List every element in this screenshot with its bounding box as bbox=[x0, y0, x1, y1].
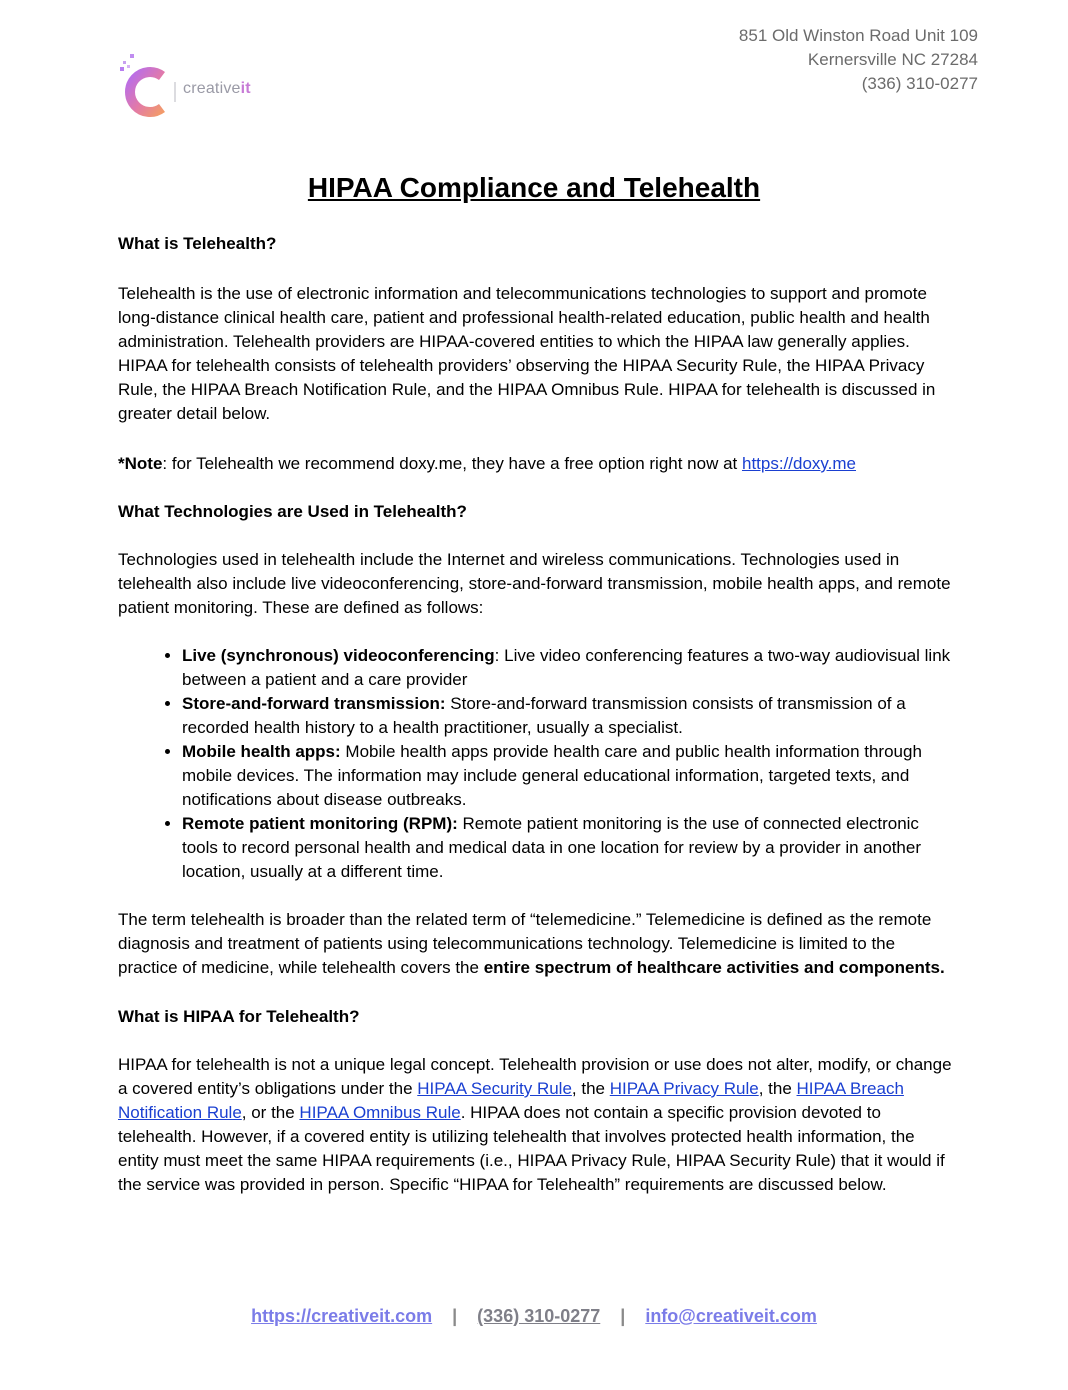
note-paragraph bbox=[118, 452, 958, 476]
address-line2: Kernersville NC 27284 bbox=[807, 50, 978, 69]
technologies-list bbox=[118, 644, 958, 884]
paragraph-text: , the bbox=[758, 1079, 797, 1098]
list-item-text: Live video conferencing features a two-way audiovisual link between a patient and a care provider bbox=[182, 646, 951, 689]
list-item-term: Live (synchronous) videoconferencing bbox=[182, 646, 495, 665]
doxy-link[interactable]: https://doxy.me bbox=[741, 454, 856, 473]
section-heading-hipaa-telehealth: What is HIPAA for Telehealth? bbox=[118, 1007, 360, 1026]
telehealth-paragraph: Telehealth is the use of electronic information and telecommunications technologies to support and promote long-distance clinical health care, patient and professional health-related education, public health and health administration. Telehealth providers are HIPAA-covered entities to which the HIPAA law generally applies. HIPAA for telehealth consists of telehealth providers’ observing the HIPAA Security Rule, the HIPAA Privacy Rule, the HIPAA Breach Notification Rule, and the HIPAA Omnibus Rule. HIPAA for telehealth is discussed in greater detail below. bbox=[118, 284, 936, 423]
logo-text-bold: it bbox=[240, 80, 251, 97]
list-item-term: Remote patient monitoring (RPM): bbox=[182, 814, 458, 833]
address-line1: 851 Old Winston Road Unit 109 bbox=[738, 26, 978, 45]
list-item bbox=[182, 692, 958, 740]
logo-text-plain: creative bbox=[183, 80, 241, 97]
list-item-text: Remote patient monitoring is the use of connected electronic tools to record personal health and medical data in one location for review by a provider in another location, usually at a different time. bbox=[182, 814, 921, 881]
list-item-term: Store-and-forward transmission: bbox=[182, 694, 446, 713]
section-heading-telehealth: What is Telehealth? bbox=[118, 234, 277, 253]
footer-separator: | bbox=[620, 1306, 626, 1326]
document-body bbox=[118, 232, 958, 1197]
list-item bbox=[182, 812, 958, 884]
footer-website-link[interactable]: https://creativeit.com bbox=[251, 1306, 433, 1326]
list-item-separator: : bbox=[494, 646, 505, 665]
logo-wordmark bbox=[183, 80, 251, 98]
list-item bbox=[182, 740, 958, 812]
section-heading-technologies: What Technologies are Used in Telehealth? bbox=[118, 502, 467, 521]
company-address bbox=[739, 24, 978, 96]
hipaa-omnibus-rule-link[interactable]: HIPAA Omnibus Rule bbox=[299, 1103, 461, 1122]
paragraph-text: . HIPAA does not contain a specific provision devoted to telehealth. However, if a covered entity is utilizing telehealth that involves protected health information, the entity must meet the same HIPAA requirements (i.e., HIPAA Privacy Rule, HIPAA Security Rule) that it would if the service was provided in person. Specific “HIPAA for Telehealth” requirements are discussed below. bbox=[118, 1103, 945, 1194]
header-phone: (336) 310-0277 bbox=[861, 74, 978, 93]
footer-email-link[interactable]: info@creativeit.com bbox=[645, 1306, 817, 1326]
hipaa-security-rule-link[interactable]: HIPAA Security Rule bbox=[417, 1079, 572, 1098]
paragraph-text: , or the bbox=[241, 1103, 300, 1122]
hipaa-telehealth-paragraph bbox=[118, 1053, 958, 1197]
footer-phone-link[interactable]: (336) 310-0277 bbox=[477, 1306, 601, 1326]
list-item-text: Mobile health apps provide health care and public health information through mobile devices. The information may include general educational information, targeted texts, and notifications about disease outbreaks. bbox=[182, 742, 922, 809]
list-item-term: Mobile health apps: bbox=[182, 742, 341, 761]
technologies-paragraph: Technologies used in telehealth include the Internet and wireless communications. Technologies used in telehealth also include live videoconferencing, store-and-forward transmission, mobile health apps, and remote patient monitoring. These are defined as follows: bbox=[118, 550, 951, 617]
hipaa-breach-notification-rule-link[interactable]: HIPAA Breach Notification Rule bbox=[118, 1079, 904, 1122]
note-label: *Note bbox=[118, 454, 163, 473]
hipaa-privacy-rule-link[interactable]: HIPAA Privacy Rule bbox=[609, 1079, 759, 1098]
paragraph-text: HIPAA for telehealth is not a unique legal concept. Telehealth provision or use does not alter, modify, or change a covered entity’s obligations under the bbox=[118, 1055, 952, 1098]
note-text: : for Telehealth we recommend doxy.me, they have a free option right now at bbox=[162, 454, 742, 473]
paragraph-text: , the bbox=[571, 1079, 610, 1098]
list-item bbox=[182, 644, 958, 692]
page-footer bbox=[0, 1306, 1068, 1327]
footer-separator: | bbox=[452, 1306, 458, 1326]
telemedicine-text: The term telehealth is broader than the related term of “telemedicine.” Telemedicine is defined as the remote diagnosis and treatment of patients using telecommunications technology. Telemedicine is limited to the practice of medicine, while telehealth covers the bbox=[118, 910, 932, 977]
telemedicine-bold: entire spectrum of healthcare activities and components. bbox=[483, 958, 945, 977]
list-item-text: Store-and-forward transmission consists of transmission of a recorded health history to a health practitioner, usually a specialist. bbox=[182, 694, 906, 737]
page-title: HIPAA Compliance and Telehealth bbox=[307, 172, 761, 203]
telemedicine-paragraph bbox=[118, 908, 958, 980]
